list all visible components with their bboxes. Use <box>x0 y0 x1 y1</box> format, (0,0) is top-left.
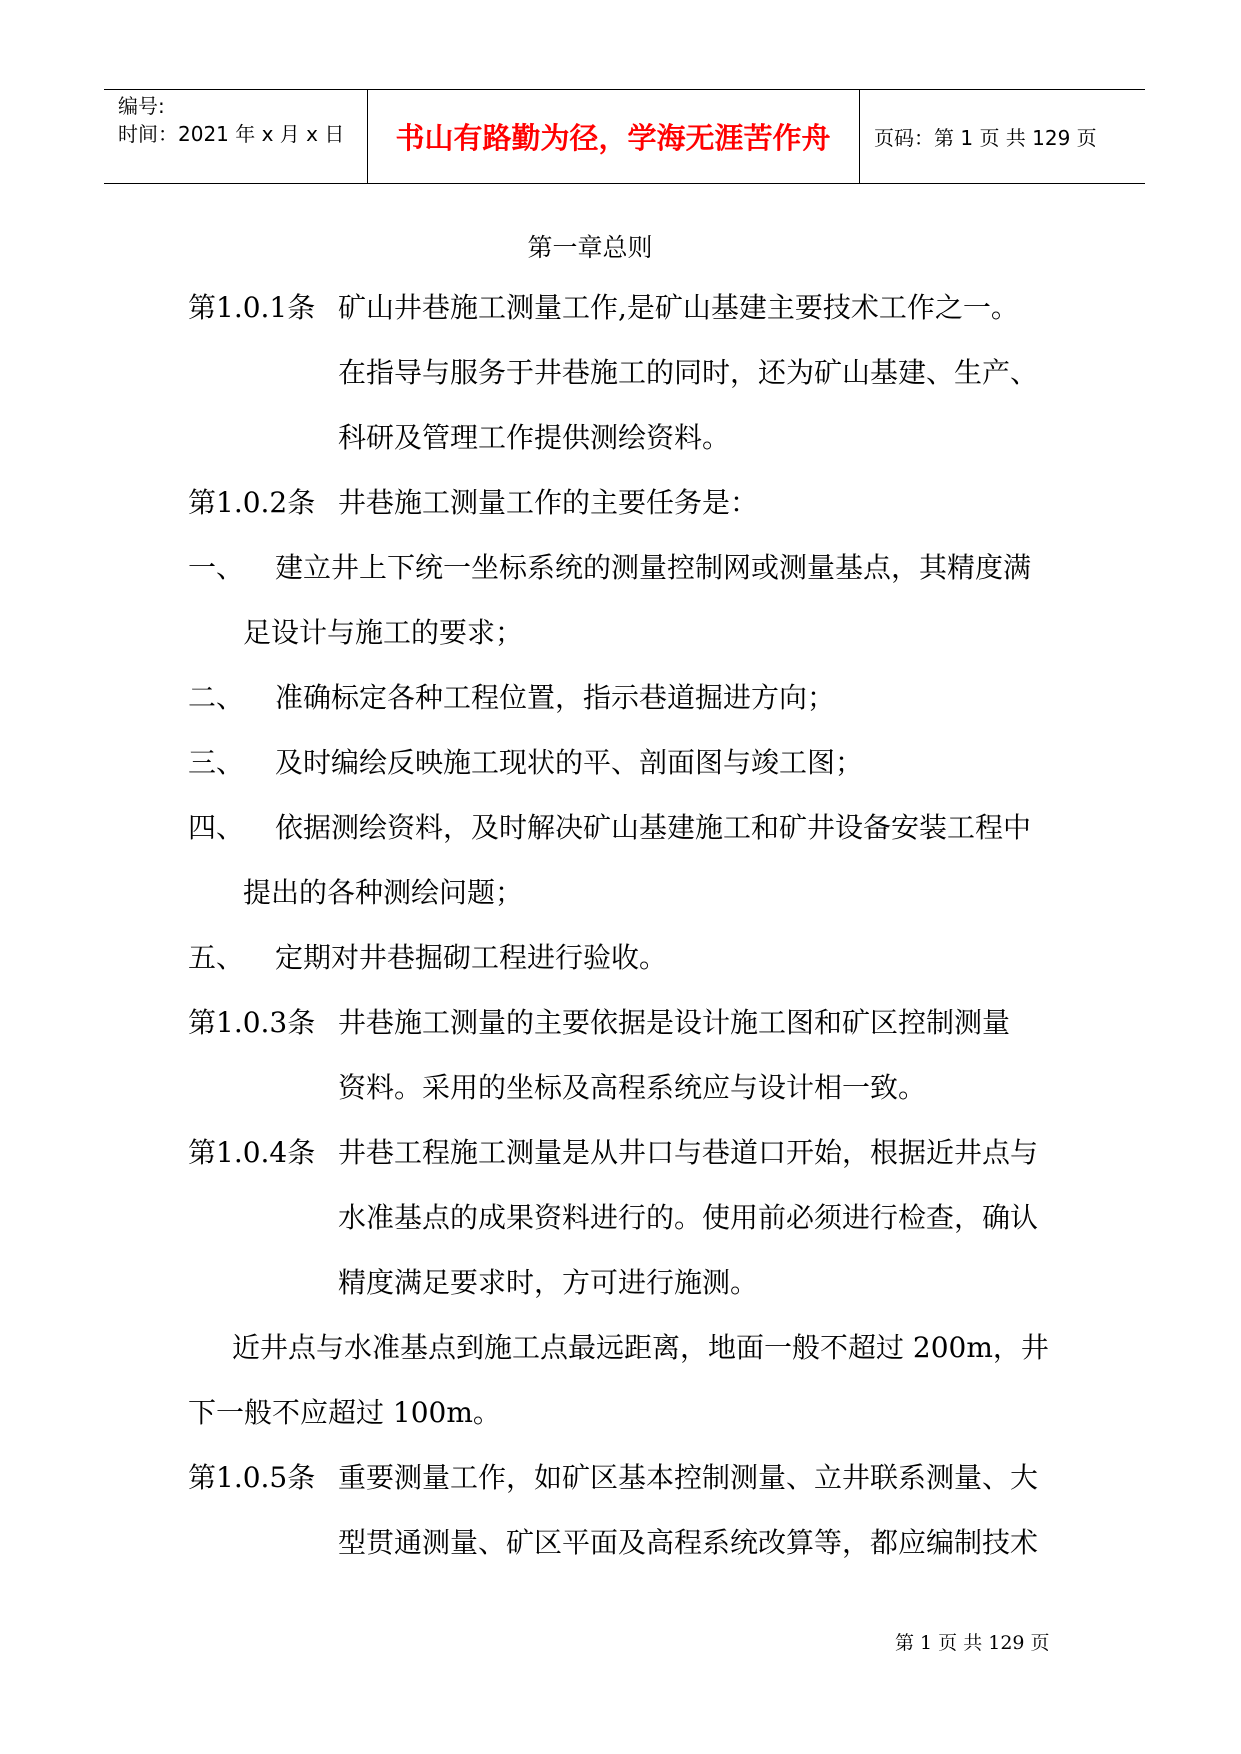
task-marker: 三、 <box>188 746 245 779</box>
task-text-line: 定期对井巷掘砌工程进行验收。 <box>275 941 668 974</box>
time-label: 时间：2021 年 x 月 x 日 <box>118 122 345 146</box>
article-number: 第1.0.5条 <box>188 1461 316 1494</box>
article-text-line: 重要测量工作，如矿区基本控制测量、立井联系测量、大 <box>338 1461 1039 1494</box>
article-text-line: 科研及管理工作提供测绘资料。 <box>338 421 731 454</box>
task-text-line: 提出的各种测绘问题； <box>243 876 524 909</box>
chapter-title: 第一章总则 <box>527 233 653 262</box>
article-text-line: 资料。采用的坐标及高程系统应与设计相一致。 <box>338 1071 927 1104</box>
header-meta <box>118 92 363 148</box>
task-text-line: 依据测绘资料，及时解决矿山基建施工和矿井设备安装工程中 <box>275 811 1032 844</box>
paragraph-line: 近井点与水准基点到施工点最远距离，地面一般不超过 200m，井 <box>232 1331 1049 1364</box>
task-text-line: 及时编绘反映施工现状的平、剖面图与竣工图； <box>275 746 864 779</box>
task-marker: 二、 <box>188 681 245 714</box>
article-text-line: 型贯通测量、矿区平面及高程系统改算等，都应编制技术 <box>338 1526 1039 1559</box>
article-text-line: 精度满足要求时，方可进行施测。 <box>338 1266 759 1299</box>
article-text-line: 矿山井巷施工测量工作,是矿山基建主要技术工作之一。 <box>338 291 1019 324</box>
article-text-line: 井巷施工测量工作的主要任务是： <box>338 486 759 519</box>
task-text-line: 建立井上下统一坐标系统的测量控制网或测量基点，其精度满 <box>275 551 1032 584</box>
task-marker: 五、 <box>188 941 245 974</box>
article-text-line: 井巷施工测量的主要依据是设计施工图和矿区控制测量 <box>338 1006 1011 1039</box>
header-page-label: 页码：第 1 页 共 129 页 <box>874 126 1097 150</box>
article-text-line: 水准基点的成果资料进行的。使用前必须进行检查，确认 <box>338 1201 1039 1234</box>
article-number: 第1.0.3条 <box>188 1006 316 1039</box>
page-footer: 第 1 页 共 129 页 <box>895 1632 1050 1654</box>
task-text-line: 足设计与施工的要求； <box>243 616 524 649</box>
article-number: 第1.0.4条 <box>188 1136 316 1169</box>
header-motto: 书山有路勤为径，学海无涯苦作舟 <box>395 121 831 155</box>
article-text-line: 井巷工程施工测量是从井口与巷道口开始，根据近井点与 <box>338 1136 1039 1169</box>
task-text-line: 准确标定各种工程位置，指示巷道掘进方向； <box>275 681 836 714</box>
header-divider <box>859 90 860 183</box>
serial-label: 编号: <box>118 94 165 118</box>
paragraph-line: 下一般不应超过 100m。 <box>188 1396 501 1429</box>
article-number: 第1.0.1条 <box>188 291 316 324</box>
article-text-line: 在指导与服务于井巷施工的同时，还为矿山基建、生产、 <box>338 356 1039 389</box>
article-number: 第1.0.2条 <box>188 486 316 519</box>
document-header <box>104 89 1145 184</box>
task-marker: 一、 <box>188 551 245 584</box>
task-marker: 四、 <box>188 811 245 844</box>
